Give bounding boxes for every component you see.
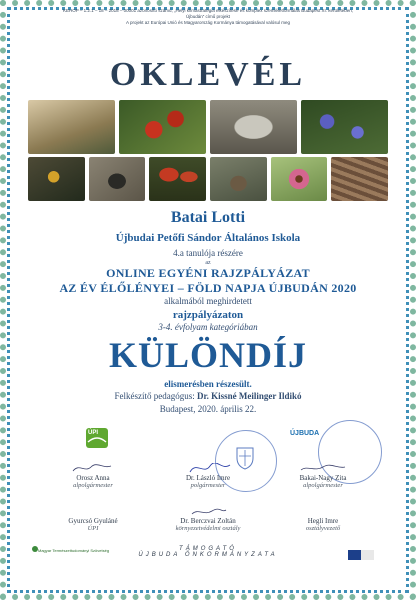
handwritten-signature-icon <box>178 463 238 473</box>
signature-5 <box>153 506 263 532</box>
project-header <box>40 8 376 26</box>
certificate-title: OKLEVÉL <box>109 56 307 93</box>
signature-2-name: Dr. László Imre <box>185 474 231 482</box>
fish-photo <box>210 100 297 154</box>
class-line: 4.a tanulója részére <box>173 248 243 258</box>
award-title: KÜLÖNDÍJ <box>108 335 308 375</box>
supporter-name: ÚJBUDA ÖNKORMÁNYZATA <box>138 552 278 558</box>
signature-4 <box>38 506 148 532</box>
signature-1-name: Orosz Anna <box>76 474 110 482</box>
header-line-1: KEHOP – 1.2.1 – 18 – 2018 – 00001 azonosító számú, „Helyi klímastratégia elkészítése és komplex szemléletformálás Budapest XI. kerületében, <box>62 8 354 13</box>
signature-5-name: Dr. Berczvai Zoltán <box>180 517 236 525</box>
signature-2 <box>153 463 263 489</box>
teacher-line <box>0 391 416 401</box>
animal-photo <box>210 157 267 201</box>
recipient-name: Batai Lotti <box>170 209 246 226</box>
signature-3-name: Bakai-Nagy Zita <box>299 474 347 482</box>
place-date: Budapest, 2020. április 22. <box>159 404 257 414</box>
handwritten-signature-icon <box>293 463 353 473</box>
photo-row-top <box>28 100 388 154</box>
mushroom-photo <box>149 157 206 201</box>
header-line-3: A projekt az Európai Unió és Magyarország Kormánya támogatásával valósul meg <box>125 20 291 25</box>
signature-4-role: ÚPI <box>87 525 99 532</box>
competition-line-1: ONLINE EGYÉNI RAJZPÁLYÁZAT <box>106 266 310 280</box>
snake-photo <box>331 157 388 201</box>
rosehip-photo <box>119 100 206 154</box>
upi-logo-text: ÚPI <box>88 430 99 436</box>
teacher-name: Dr. Kissné Meilinger Ildikó <box>196 391 302 401</box>
signature-3 <box>268 463 378 489</box>
handwritten-signature-icon <box>63 463 123 473</box>
teacher-label: Felkészítő pedagógus: <box>114 391 195 401</box>
signature-1 <box>38 463 148 489</box>
occasion-line: alkalmából meghirdetett <box>164 296 252 306</box>
header-line-2: Újbudán” című projekt <box>185 14 231 19</box>
photo-row-bottom <box>28 157 388 201</box>
signature-4-name: Gyurcsó Gyuláné <box>68 517 118 525</box>
flowers-photo <box>301 100 388 154</box>
signature-6-name: Hegli Imre <box>307 517 339 525</box>
beetle-photo <box>89 157 146 201</box>
recipient-school: Újbudai Petőfi Sándor Általános Iskola <box>115 232 301 244</box>
recognition-line: elismerésben részesült. <box>164 379 252 389</box>
signature-2-role: polgármester <box>190 482 226 489</box>
supporter-label: TÁMOGATÓ <box>179 546 237 552</box>
signature-1-role: alpolgármester <box>73 482 113 489</box>
competition-type: rajzpályázaton <box>172 309 244 321</box>
signature-6 <box>268 506 378 532</box>
handwritten-signature-icon <box>178 506 238 516</box>
reed-photo <box>28 100 115 154</box>
eu-logo <box>348 550 374 560</box>
mtt-logo-text: Magyar Természettudományi Szövetség <box>38 548 110 553</box>
az-word: az <box>205 260 211 266</box>
competition-line-2: AZ ÉV ÉLŐLÉNYEI – FÖLD NAPJA ÚJBUDÁN 2020 <box>59 281 357 295</box>
signature-6-role: osztályvezető <box>305 525 341 532</box>
coneflower-photo <box>271 157 328 201</box>
ujbuda-logo: ÚJBUDA <box>290 430 320 437</box>
signature-5-role: környezetvédelmi osztály <box>175 525 241 532</box>
category-line: 3-4. évfolyam kategóriában <box>158 322 258 332</box>
signature-3-role: alpolgármester <box>303 482 343 489</box>
bird-photo <box>28 157 85 201</box>
